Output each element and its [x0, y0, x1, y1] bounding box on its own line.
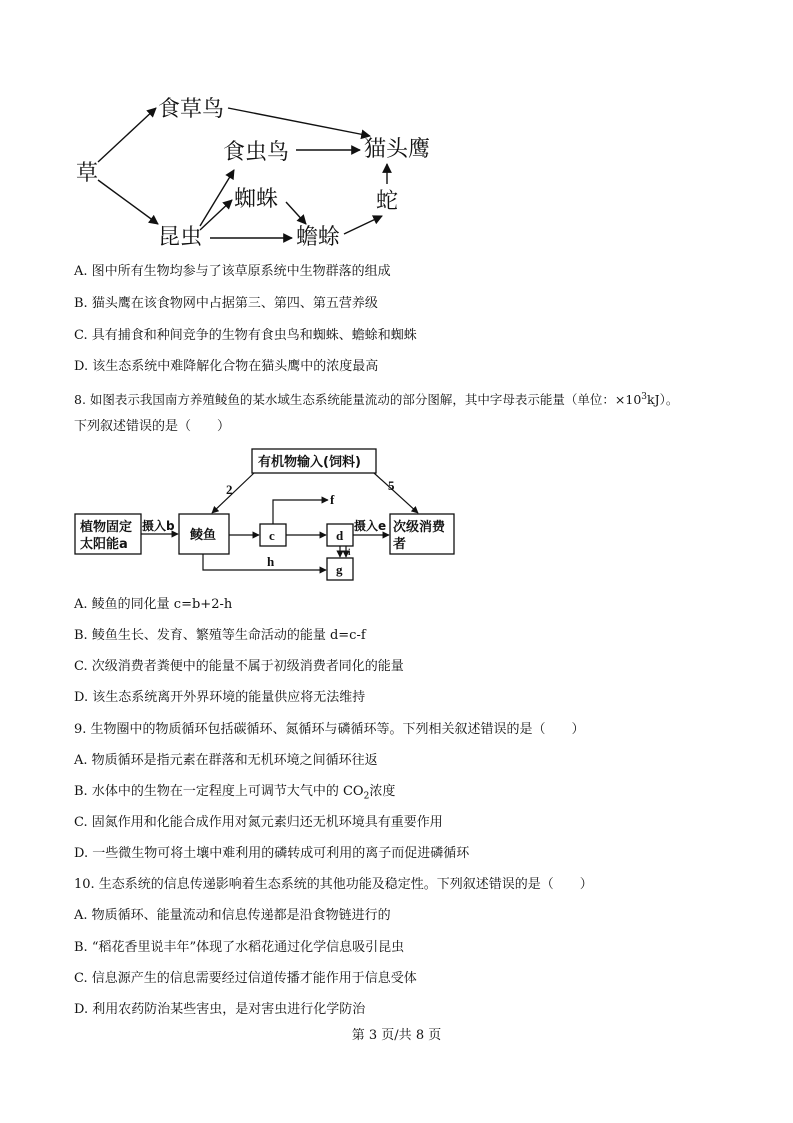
- label-i: i: [348, 547, 351, 557]
- q9-option-c: C. 固氮作用和化能合成作用对氮元素归还无机环境具有重要作用: [74, 815, 443, 830]
- q7-option-a: A. 图中所有生物均参与了该草原系统中生物群落的组成: [74, 264, 391, 279]
- q10-option-d: D. 利用农药防治某些害虫，是对害虫进行化学防治: [74, 1002, 366, 1017]
- label-2: 2: [226, 482, 233, 497]
- node-insect: 昆虫: [158, 225, 203, 250]
- arrow-grass-insect: [98, 180, 158, 224]
- node-herb-bird: 食草鸟: [158, 97, 225, 122]
- arrow-fish-g: [203, 554, 326, 570]
- label-d: d: [336, 528, 344, 543]
- arrow-spider-toad: [286, 202, 306, 224]
- q7-option-d: D. 该生态系统中难降解化合物在猫头鹰中的浓度最高: [74, 359, 379, 374]
- node-owl: 猫头鹰: [364, 137, 431, 162]
- label-c: c: [269, 528, 275, 543]
- q8-option-a: A. 鲮鱼的同化量 c=b+2-h: [74, 597, 233, 612]
- q7-option-c: C. 具有捕食和种间竞争的生物有食虫鸟和蜘蛛、蟾蜍和蜘蛛: [74, 328, 417, 343]
- label-producer-2: 太阳能a: [80, 537, 128, 552]
- q9-option-a: A. 物质循环是指元素在群落和无机环境之间循环往返: [74, 753, 378, 768]
- q10-stem: 10. 生态系统的信息传递影响着生态系统的其他功能及稳定性。下列叙述错误的是（ ）: [74, 877, 593, 892]
- label-secondary-1: 次级消费: [393, 520, 446, 535]
- q9-option-b: B. 水体中的生物在一定程度上可调节大气中的 $CO_2$浓度: [74, 784, 396, 802]
- label-input: 有机物输入(饲料): [258, 455, 361, 470]
- arrow-input-fish: [212, 473, 254, 513]
- q9-stem: 9. 生物圈中的物质循环包括碳循环、氮循环与磷循环等。下列相关叙述错误的是（ ）: [74, 722, 585, 737]
- label-5: 5: [388, 478, 395, 493]
- arrow-grass-herbbird: [98, 108, 156, 162]
- q8-option-c: C. 次级消费者粪便中的能量不属于初级消费者同化的能量: [74, 659, 404, 674]
- node-grass: 草: [76, 161, 99, 186]
- label-intake-b: 摄入b: [142, 519, 175, 533]
- label-intake-e: 摄入e: [354, 519, 387, 533]
- arrow-insect-insectbird: [200, 170, 234, 226]
- node-spider: 蜘蛛: [234, 187, 279, 212]
- arrow-toad-snake: [344, 216, 382, 234]
- q8-stem: 8. 如图表示我国南方养殖鲮鱼的某水域生态系统能量流动的部分图解，其中字母表示能量（单位：$\times 10^3kJ$）。: [74, 392, 679, 408]
- page-footer: 第 3 页/共 8 页: [351, 1028, 442, 1043]
- label-fish: 鲮鱼: [190, 528, 217, 543]
- node-toad: 蟾蜍: [296, 225, 341, 250]
- label-secondary-2: 者: [393, 537, 407, 552]
- q8-option-d: D. 该生态系统离开外界环境的能量供应将无法维持: [74, 690, 366, 705]
- node-insect-bird: 食虫鸟: [223, 140, 290, 165]
- q10-option-a: A. 物质循环、能量流动和信息传递都是沿食物链进行的: [74, 908, 391, 923]
- q10-option-b: B. “稻花香里说丰年”体现了水稻花通过化学信息吸引昆虫: [74, 940, 405, 955]
- arrow-c-f: [273, 500, 328, 524]
- q8-option-b: B. 鲮鱼生长、发育、繁殖等生命活动的能量 d=c-f: [74, 628, 366, 643]
- arrow-input-secondary: [374, 473, 418, 513]
- arrow-herbbird-owl: [228, 108, 370, 136]
- q7-option-b: B. 猫头鹰在该食物网中占据第三、第四、第五营养级: [74, 296, 378, 311]
- label-g: g: [336, 562, 343, 577]
- label-f: f: [330, 492, 335, 507]
- energy-flow-diagram: [72, 446, 472, 586]
- label-producer-1: 植物固定: [80, 520, 133, 535]
- label-h: h: [267, 554, 275, 569]
- q8-stem-line2: 下列叙述错误的是（ ）: [74, 419, 231, 434]
- food-web-diagram: [60, 80, 460, 255]
- arrow-insect-spider: [200, 200, 232, 230]
- q10-option-c: C. 信息源产生的信息需要经过信道传播才能作用于信息受体: [74, 971, 417, 986]
- q9-option-d: D. 一些微生物可将土壤中难利用的磷转成可利用的离子而促进磷循环: [74, 846, 470, 861]
- node-snake: 蛇: [376, 189, 399, 214]
